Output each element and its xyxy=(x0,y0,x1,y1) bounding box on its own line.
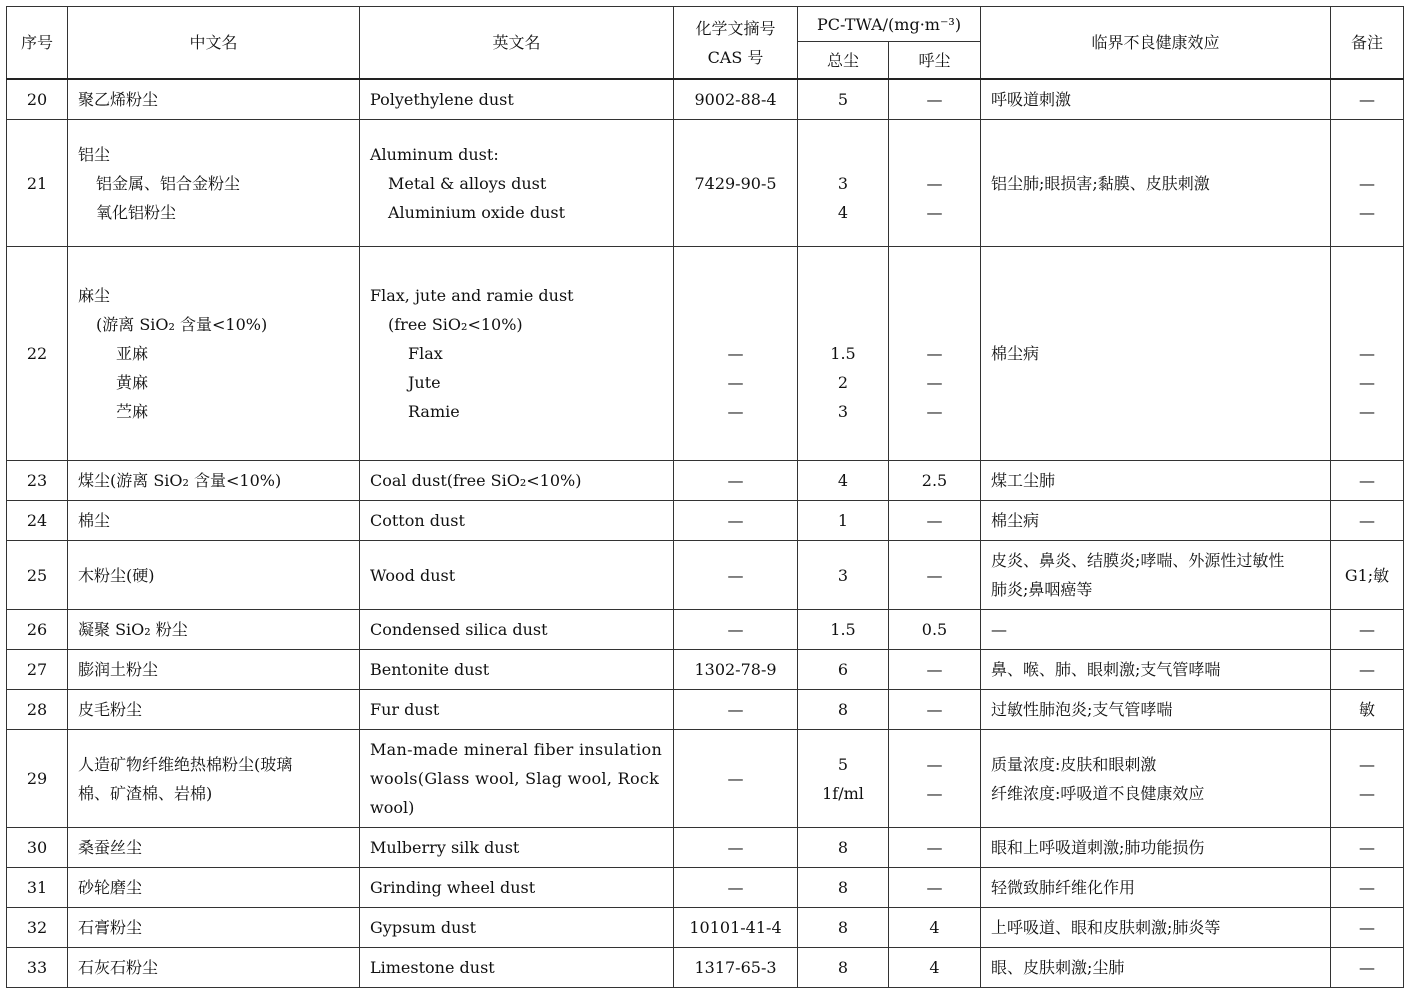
cell-remark xyxy=(1331,828,1404,868)
cell-cas xyxy=(674,730,798,828)
cas-line: — xyxy=(727,344,744,363)
en-line: Fur dust xyxy=(370,700,440,719)
cas-line: — xyxy=(727,878,744,897)
effect-line: 上呼吸道、眼和皮肤刺激;肺炎等 xyxy=(991,918,1221,937)
remark-line: — xyxy=(1359,918,1375,937)
effect-line: 棉尘病 xyxy=(991,344,1040,363)
cell-effect xyxy=(981,541,1331,610)
dust-exposure-limits-table xyxy=(6,6,1404,988)
resp-line: — xyxy=(926,754,943,774)
resp-line: — xyxy=(926,402,943,421)
remark-line: — xyxy=(1359,511,1375,530)
cn-line: 砂轮磨尘 xyxy=(78,878,143,897)
cell-total-dust xyxy=(798,501,889,541)
cn-line: 铝尘 xyxy=(78,144,111,164)
cell-cas xyxy=(674,948,798,988)
cell-en-name xyxy=(360,868,674,908)
effect-line: 棉尘病 xyxy=(991,511,1040,530)
cell-effect xyxy=(981,610,1331,650)
cell-no: 22 xyxy=(7,247,68,461)
cell-no: 21 xyxy=(7,120,68,247)
en-line: wools(Glass wool, Slag wool, Rock xyxy=(370,769,660,788)
cell-resp-dust xyxy=(889,610,981,650)
cell-remark xyxy=(1331,79,1404,120)
cn-line: 桑蚕丝尘 xyxy=(78,838,143,857)
cell-cn-name xyxy=(68,948,360,988)
cell-total-dust xyxy=(798,461,889,501)
cell-total-dust xyxy=(798,908,889,948)
en-line: Ramie xyxy=(408,402,460,421)
en-line: Cotton dust xyxy=(370,511,465,530)
total-line: 5 xyxy=(837,754,849,774)
cn-line: 人造矿物纤维绝热棉粉尘(玻璃 xyxy=(78,754,293,774)
effect-line: 纤维浓度:呼吸道不良健康效应 xyxy=(991,783,1205,803)
cell-remark xyxy=(1331,461,1404,501)
cell-total-dust xyxy=(798,79,889,120)
cell-remark xyxy=(1331,120,1404,247)
en-line: Grinding wheel dust xyxy=(370,878,536,897)
remark-line: — xyxy=(1359,202,1375,222)
en-line: wool) xyxy=(370,798,415,817)
cell-en-name xyxy=(360,948,674,988)
table-row xyxy=(7,868,1404,908)
cn-line: 凝聚 SiO₂ 粉尘 xyxy=(78,620,188,639)
cell-effect xyxy=(981,868,1331,908)
total-line: 4 xyxy=(837,471,849,490)
col-header-total-dust: 总尘 xyxy=(798,42,889,80)
remark-line: — xyxy=(1359,90,1375,109)
cell-no: 29 xyxy=(7,730,68,828)
cell-total-dust xyxy=(798,610,889,650)
total-line: 8 xyxy=(837,878,849,897)
cell-en-name xyxy=(360,461,674,501)
cell-cn-name xyxy=(68,868,360,908)
total-line: 8 xyxy=(837,918,849,937)
cell-en-name xyxy=(360,690,674,730)
resp-line: — xyxy=(926,783,943,803)
col-header-no: 序号 xyxy=(7,7,68,80)
cell-en-name xyxy=(360,120,674,247)
cell-remark xyxy=(1331,501,1404,541)
cell-resp-dust xyxy=(889,650,981,690)
cell-effect xyxy=(981,948,1331,988)
effect-line: 过敏性肺泡炎;支气管哮喘 xyxy=(991,700,1173,719)
cell-resp-dust xyxy=(889,541,981,610)
cn-line: 石灰石粉尘 xyxy=(78,958,159,977)
cell-no: 24 xyxy=(7,501,68,541)
cn-line: 膨润土粉尘 xyxy=(78,660,159,679)
cell-en-name xyxy=(360,541,674,610)
cell-cn-name xyxy=(68,541,360,610)
effect-line: 鼻、喉、肺、眼刺激;支气管哮喘 xyxy=(991,660,1221,679)
cell-no: 32 xyxy=(7,908,68,948)
cas-line: — xyxy=(727,511,744,530)
cn-line: 石膏粉尘 xyxy=(78,918,143,937)
total-line: 8 xyxy=(837,958,849,977)
cell-cn-name xyxy=(68,690,360,730)
cell-cn-name xyxy=(68,120,360,247)
resp-line: — xyxy=(926,202,943,222)
effect-line: 轻微致肺纤维化作用 xyxy=(991,878,1136,897)
cell-en-name xyxy=(360,908,674,948)
cell-no: 25 xyxy=(7,541,68,610)
cell-resp-dust xyxy=(889,461,981,501)
resp-line: — xyxy=(926,660,943,679)
col-header-remark: 备注 xyxy=(1331,7,1404,80)
cell-cn-name xyxy=(68,501,360,541)
cn-line: 棉、矿渣棉、岩棉) xyxy=(78,783,213,803)
cell-cas xyxy=(674,690,798,730)
remark-line: — xyxy=(1359,173,1375,193)
cell-cas xyxy=(674,828,798,868)
remark-line: — xyxy=(1359,838,1375,857)
resp-line: — xyxy=(926,90,943,109)
en-line: Aluminum dust: xyxy=(370,144,499,164)
table-row xyxy=(7,79,1404,120)
table-row xyxy=(7,247,1404,461)
cell-en-name xyxy=(360,730,674,828)
remark-line: — xyxy=(1359,754,1375,774)
cell-remark xyxy=(1331,730,1404,828)
effect-line: — xyxy=(991,620,1007,639)
cell-cn-name xyxy=(68,247,360,461)
cell-resp-dust xyxy=(889,79,981,120)
cell-remark xyxy=(1331,908,1404,948)
en-line: Metal & alloys dust xyxy=(388,173,547,193)
cas-line: — xyxy=(727,620,744,639)
effect-line: 呼吸道刺激 xyxy=(991,90,1072,109)
cas-line: 1302-78-9 xyxy=(694,660,777,679)
cell-total-dust xyxy=(798,730,889,828)
cell-resp-dust xyxy=(889,868,981,908)
cell-en-name xyxy=(360,247,674,461)
table-row xyxy=(7,120,1404,247)
cell-cas xyxy=(674,908,798,948)
total-line: 8 xyxy=(837,838,849,857)
en-line: Polyethylene dust xyxy=(370,90,514,109)
table-row xyxy=(7,461,1404,501)
cell-remark xyxy=(1331,650,1404,690)
en-line: Gypsum dust xyxy=(370,918,477,937)
cell-resp-dust xyxy=(889,828,981,868)
cell-total-dust xyxy=(798,120,889,247)
cell-remark xyxy=(1331,690,1404,730)
cell-effect xyxy=(981,79,1331,120)
total-line: 1f/ml xyxy=(822,783,864,803)
cn-line: 煤尘(游离 SiO₂ 含量<10%) xyxy=(78,471,282,490)
resp-line: — xyxy=(926,700,943,719)
cell-en-name xyxy=(360,828,674,868)
col-header-effect: 临界不良健康效应 xyxy=(981,7,1331,80)
cell-resp-dust xyxy=(889,501,981,541)
total-line: 3 xyxy=(837,173,849,193)
col-header-resp-dust: 呼尘 xyxy=(889,42,981,80)
cell-cas xyxy=(674,247,798,461)
remark-line: — xyxy=(1359,660,1375,679)
table-row xyxy=(7,541,1404,610)
cell-cas xyxy=(674,120,798,247)
total-line: 1 xyxy=(837,511,849,530)
resp-line: 0.5 xyxy=(921,620,948,639)
cn-line: 铝金属、铝合金粉尘 xyxy=(96,173,241,193)
cell-cn-name xyxy=(68,908,360,948)
effect-line: 眼和上呼吸道刺激;肺功能损伤 xyxy=(991,838,1205,857)
col-header-cn-name: 中文名 xyxy=(68,7,360,80)
resp-line: — xyxy=(926,173,943,193)
cell-effect xyxy=(981,120,1331,247)
en-line: Bentonite dust xyxy=(370,660,490,679)
table-row xyxy=(7,730,1404,828)
cell-cn-name xyxy=(68,650,360,690)
cell-resp-dust xyxy=(889,690,981,730)
cell-no: 31 xyxy=(7,868,68,908)
en-line: (free SiO₂<10%) xyxy=(388,315,523,334)
cell-cas xyxy=(674,650,798,690)
cn-line: 皮毛粉尘 xyxy=(78,700,143,719)
remark-line: — xyxy=(1359,958,1375,977)
cell-cas xyxy=(674,79,798,120)
remark-line: — xyxy=(1359,471,1375,490)
effect-line: 眼、皮肤刺激;尘肺 xyxy=(991,958,1125,977)
total-line: 1.5 xyxy=(830,344,856,363)
en-line: Man-made mineral fiber insulation xyxy=(370,740,663,759)
cas-line: 7429-90-5 xyxy=(694,173,777,193)
cas-line: — xyxy=(727,838,744,857)
cell-total-dust xyxy=(798,690,889,730)
table-row xyxy=(7,690,1404,730)
cell-cas xyxy=(674,610,798,650)
cn-line: 亚麻 xyxy=(116,344,149,363)
cell-no: 33 xyxy=(7,948,68,988)
total-line: 3 xyxy=(837,402,849,421)
resp-line: 4 xyxy=(929,958,940,977)
remark-line: — xyxy=(1359,783,1375,803)
table-row xyxy=(7,908,1404,948)
cell-cas xyxy=(674,541,798,610)
remark-line: — xyxy=(1359,620,1375,639)
cell-no: 27 xyxy=(7,650,68,690)
remark-line: — xyxy=(1359,373,1375,392)
cn-line: 棉尘 xyxy=(78,511,111,530)
cell-cas xyxy=(674,501,798,541)
cell-resp-dust xyxy=(889,908,981,948)
total-line: 6 xyxy=(837,660,849,679)
cell-cas xyxy=(674,461,798,501)
cn-line: 氧化铝粉尘 xyxy=(96,202,177,222)
effect-line: 皮炎、鼻炎、结膜炎;哮喘、外源性过敏性 xyxy=(991,551,1285,570)
cell-remark xyxy=(1331,541,1404,610)
cell-effect xyxy=(981,650,1331,690)
table-row xyxy=(7,650,1404,690)
cas-line: — xyxy=(727,700,744,719)
cell-resp-dust xyxy=(889,730,981,828)
total-line: 5 xyxy=(837,90,849,109)
cell-effect xyxy=(981,501,1331,541)
cell-effect xyxy=(981,247,1331,461)
cell-en-name xyxy=(360,610,674,650)
cell-effect xyxy=(981,908,1331,948)
resp-line: 2.5 xyxy=(921,471,948,490)
cell-effect xyxy=(981,828,1331,868)
cell-remark xyxy=(1331,247,1404,461)
cell-no: 23 xyxy=(7,461,68,501)
cell-total-dust xyxy=(798,541,889,610)
en-line: Coal dust(free SiO₂<10%) xyxy=(370,471,582,490)
cell-total-dust xyxy=(798,247,889,461)
cell-effect xyxy=(981,730,1331,828)
cell-no: 28 xyxy=(7,690,68,730)
cell-remark xyxy=(1331,610,1404,650)
cas-line: — xyxy=(727,373,744,392)
cell-total-dust xyxy=(798,868,889,908)
cn-line: 聚乙烯粉尘 xyxy=(78,90,159,109)
en-line: Wood dust xyxy=(370,565,456,585)
cn-line: 苎麻 xyxy=(116,402,149,421)
cas-line: 10101-41-4 xyxy=(689,918,782,937)
cell-remark xyxy=(1331,868,1404,908)
en-line: Aluminium oxide dust xyxy=(388,202,566,222)
resp-line: — xyxy=(926,373,943,392)
cas-line: — xyxy=(727,565,744,585)
cn-line: 黄麻 xyxy=(116,373,149,392)
total-line: 2 xyxy=(837,373,849,392)
resp-line: — xyxy=(926,838,943,857)
total-line: 4 xyxy=(837,202,849,222)
en-line: Jute xyxy=(408,373,441,392)
cell-cn-name xyxy=(68,828,360,868)
table-row xyxy=(7,948,1404,988)
cas-line: 1317-65-3 xyxy=(694,958,777,977)
remark-line: — xyxy=(1359,402,1375,421)
remark-line: — xyxy=(1359,878,1375,897)
table-body xyxy=(7,79,1404,988)
cell-no: 30 xyxy=(7,828,68,868)
cell-no: 26 xyxy=(7,610,68,650)
cell-cn-name xyxy=(68,610,360,650)
cas-line: 9002-88-4 xyxy=(694,90,777,109)
cell-en-name xyxy=(360,650,674,690)
cell-remark xyxy=(1331,948,1404,988)
remark-line: — xyxy=(1359,344,1375,363)
cas-line: — xyxy=(727,471,744,490)
cell-resp-dust xyxy=(889,247,981,461)
en-line: Mulberry silk dust xyxy=(370,838,520,857)
cas-header-line-2: CAS 号 xyxy=(707,47,764,67)
en-line: Limestone dust xyxy=(370,958,495,977)
cell-en-name xyxy=(360,79,674,120)
cell-no: 20 xyxy=(7,79,68,120)
effect-line: 铝尘肺;眼损害;黏膜、皮肤刺激 xyxy=(991,173,1210,193)
effect-line: 煤工尘肺 xyxy=(991,471,1056,490)
cas-line: — xyxy=(727,402,744,421)
cell-en-name xyxy=(360,501,674,541)
cell-total-dust xyxy=(798,828,889,868)
cn-line: 麻尘 xyxy=(78,286,111,305)
cell-cn-name xyxy=(68,79,360,120)
cell-effect xyxy=(981,461,1331,501)
col-header-cas xyxy=(674,7,798,80)
en-line: Flax, jute and ramie dust xyxy=(370,286,574,305)
cn-line: 木粉尘(硬) xyxy=(78,565,155,585)
cell-total-dust xyxy=(798,650,889,690)
resp-line: — xyxy=(926,511,943,530)
resp-line: — xyxy=(926,344,943,363)
total-line: 8 xyxy=(837,700,849,719)
table-row xyxy=(7,610,1404,650)
cell-effect xyxy=(981,690,1331,730)
remark-line: G1;敏 xyxy=(1344,565,1390,585)
effect-line: 肺炎;鼻咽癌等 xyxy=(991,580,1093,599)
table-header xyxy=(7,7,1404,80)
cn-line: (游离 SiO₂ 含量<10%) xyxy=(96,315,268,334)
cell-cn-name xyxy=(68,461,360,501)
table-row xyxy=(7,501,1404,541)
col-header-en-name: 英文名 xyxy=(360,7,674,80)
cas-line: — xyxy=(727,769,744,788)
cell-resp-dust xyxy=(889,120,981,247)
en-line: Flax xyxy=(408,344,443,363)
total-line: 3 xyxy=(837,565,849,585)
effect-line: 质量浓度:皮肤和眼刺激 xyxy=(991,754,1157,774)
resp-line: — xyxy=(926,878,943,897)
remark-line: 敏 xyxy=(1358,700,1375,719)
cell-resp-dust xyxy=(889,948,981,988)
cell-total-dust xyxy=(798,948,889,988)
resp-line: 4 xyxy=(929,918,940,937)
en-line: Condensed silica dust xyxy=(370,620,548,639)
resp-line: — xyxy=(926,565,943,585)
cell-cn-name xyxy=(68,730,360,828)
cas-header-line-1: 化学文摘号 xyxy=(695,18,776,38)
table-row xyxy=(7,828,1404,868)
cell-cas xyxy=(674,868,798,908)
col-header-pctwa: PC-TWA/(mg·m⁻³) xyxy=(798,7,981,42)
total-line: 1.5 xyxy=(830,620,856,639)
